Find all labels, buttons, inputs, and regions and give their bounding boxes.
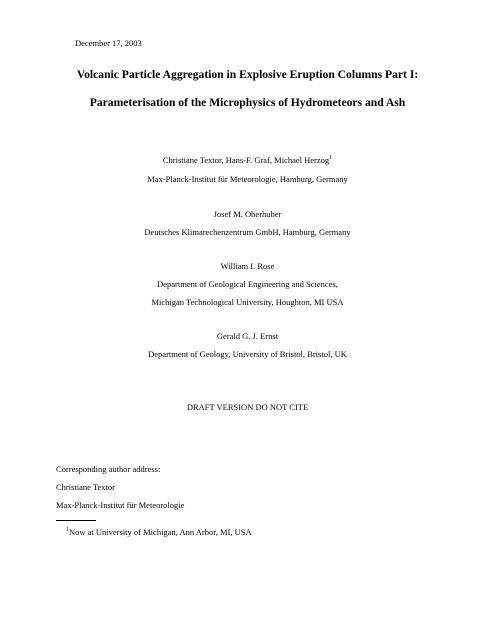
footnote-mark: 1 [66, 527, 69, 534]
author-group-4-affiliation: Department of Geology, University of Bristol, Bristol, UK [148, 349, 347, 359]
correspondence-institution: Max-Planck-Institut für Meteorologie [56, 500, 185, 510]
paper-title-line-2: Parameterisation of the Microphysics of Hydrometeors and Ash [89, 96, 406, 109]
author-group-3-affiliation-line-2: Michigan Technological University, Houghton, MI USA [151, 297, 344, 307]
footnote-text: Now at University of Michigan, Ann Arbor, MI, USA [69, 527, 252, 537]
author-group-3-affiliation-line-1: Department of Geological Engineering and Sciences, [157, 279, 338, 289]
footnote-marker: 1 [329, 155, 333, 162]
correspondence-label: Corresponding author address: [56, 464, 161, 474]
author-group-4-names: Gerald G. J. Ernst [216, 331, 279, 341]
author-group-3-names: William I. Rose [220, 261, 275, 271]
draft-notice: DRAFT VERSION DO NOT CITE [186, 402, 309, 412]
author-names: Christiane Textor, Hans-F. Graf, Michael Herzog [162, 155, 330, 165]
correspondence-name: Christiane Textor [56, 482, 115, 492]
footnote [66, 527, 252, 537]
author-group-1-affiliation: Max-Planck-Institut für Meteorologie, Hamburg, Germany [147, 174, 348, 184]
footnote-divider [56, 520, 96, 521]
document-date: December 17, 2003 [75, 38, 142, 48]
author-group-2-names: Josef M. Oberhuber [213, 209, 282, 219]
author-group-2-affiliation: Deutsches Klimarechenzentrum GmbH, Hamburg, Germany [144, 227, 351, 237]
author-group-1-names [0, 155, 495, 165]
paper-title-line-1: Volcanic Particle Aggregation in Explosive Eruption Columns Part I: [76, 68, 419, 81]
